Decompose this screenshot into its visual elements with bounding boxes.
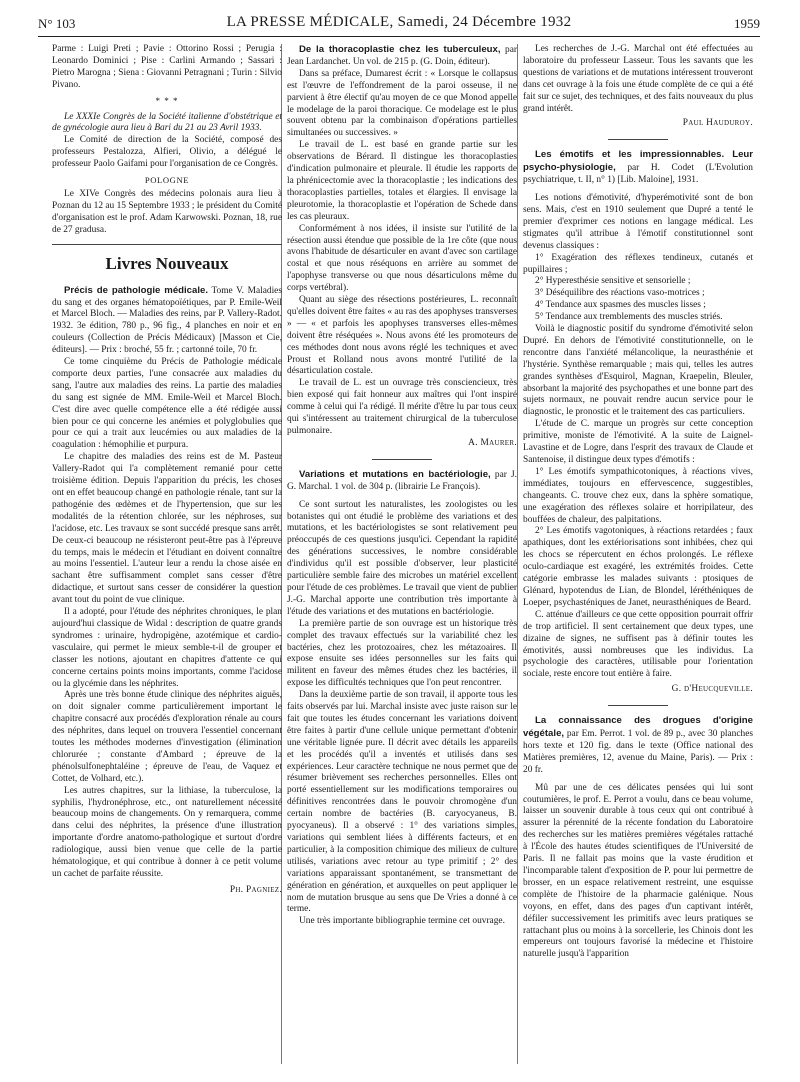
review-paragraph: La première partie de son ouvrage est un historique très complet des travaux effectués sur la variabilité chez les bactéries, chez les protozoaires, chez les métazoaires. Il expose ensuite ses idées personnelles sur les faits qui militent en faveur des mêmes études chez les bactéries, il expose les difficultés techniques que l'on peut rencontrer. [287, 618, 517, 689]
review-title: De la thoracoplastie chez les tuberculeux, [299, 44, 501, 55]
review-paragraph: Les recherches de J.-G. Marchal ont été effectuées au laboratoire du professeur Lasseur. Tous les savants que les questions de variations et de mutations intéressent trouveront dans cet ouvrage à la fois une étude complète de ce qui a été fait sur ce sujet, des techniques, et des faits nouveaux du plus grand intérêt. [523, 44, 753, 114]
news-paragraph: Parme : Luigi Preti ; Pavie : Ottorino Rossi ; Perugia : Leonardo Dominici ; Pise : Carlini Armando ; Sassari : Pietro Marogna ; Siena : Giovanni Petragnani ; Turin : Silvio Pivano. [52, 44, 282, 90]
list-item: 1° Exagération des réflexes tendineux, cutanés et pupillaires ; [523, 252, 753, 275]
review-paragraph: C. atténue d'ailleurs ce que cette opposition pourrait offrir de trop artificiel. Il sent certainement que deux types, une dizaine de signes, ne suffisent pas à définir toutes les émotivités, aussi nombreuses que les individus. La psychologie des caractères, utilisable pour l'orientation sociale, reste encore tout entière à faire. [523, 609, 753, 680]
section-divider [52, 244, 282, 245]
review-signature: G. d'Heucqueville. [671, 684, 753, 695]
page-header [38, 14, 760, 37]
review-biblio: Tome V. Maladies du sang et des organes hématopoïétiques, par P. Emile-Weil et Marcel Bloch. — Maladies des reins, par P. Vallery-Radot. 1932. 3e édition, 780 p., 96 fig., 4 planches en noir et en couleurs (Collection de Précis Médicaux) [Masson et Cie, éditeurs]. — Prix : broché, 55 fr. ; cartonné toile, 70 fr. [52, 285, 282, 356]
column-rule [517, 44, 518, 1064]
section-stars: * * * [155, 95, 179, 106]
news-paragraph: Le Comité de direction de la Société, composé des professeurs Pestalozza, Alfieri, Olivio, a délégué le professeur Paolo Gaifami pour l'organisation de ce Congrès. [52, 135, 282, 170]
review-divider [608, 705, 668, 706]
list-item: 3° Déséquilibre des réactions vaso-motrices ; [535, 288, 705, 299]
review-title: La connaissance des drogues d'origine végétale, [523, 715, 753, 740]
review-paragraph: 1° Les émotifs sympathicotoniques, à réactions vives, immédiates, toujours en effervescence, suggestibles, changeants. C. trouve chez eux, dans la sphère somatique, une exagération des réflexes solaire et horripilateur, des bouffées de chaleur, des palpitations. [523, 466, 753, 525]
news-paragraph: Le XIVe Congrès des médecins polonais aura lieu à Poznan du 12 au 15 Septembre 1933 ; le président du Comité d'organisation est le prof. Adam Karwowski. Poznan, 18, rue de 27 gradusa. [52, 188, 282, 235]
column-left [52, 44, 282, 897]
review-header [287, 44, 517, 69]
review-paragraph: Ce sont surtout les naturalistes, les zoologistes ou les botanistes qui ont étudié le problème des variations et des mutations, et les bactériologistes se sont relativement peu préoccupés de ces questions jusqu'ici. Cependant la rapidité des générations successives, le nombre considérable d'individus qu'il est possible d'observer, leur plasticité particulière semble faire des microbes un matériel excellent pour l'étude de ces problèmes. Le travail que vient de publier J.-G. Marchal apporte une contribution très importante à l'étude des variations et des mutations en bactériologie. [287, 499, 517, 617]
review-title: Précis de pathologie médicale. [64, 284, 209, 296]
review-title: Les émotifs et les impressionnables. Leur psycho-physiologie, [523, 149, 753, 174]
issue-number: N° 103 [38, 16, 76, 31]
review-paragraph: Dans sa préface, Dumarest écrit : « Lorsque le collapsus est l'œuvre de l'effondrement de la paroi osseuse, il ne parvient à être électif qu'au moyen de ce que Monod appelle le modelage de la paroi thoracique. Ce modelage est le plus souvent obtenu par la combinaison d'opérations partielles simultanées ou successives. » [287, 68, 517, 139]
review-paragraph: Le chapitre des maladies des reins est de M. Pasteur Vallery-Radot qui l'a complètement remanié pour cette troisième édition. Depuis l'apparition du précis, les choses ont en effet beaucoup changé en pathologie rénale, tant sur la pathogénie des œdèmes et de l'hypertension, que sur les modalités de la rétention chlorée, sur les néphroses, sur l'acidose, etc. Les travaux se sont succédé presque sans arrêt. De ceux-ci beaucoup ne résisteront peut-être pas à l'épreuve du temps, mais le médecin et l'étudiant en doivent connaître au moins l'essentiel. L'auteur leur a rendu la chose aisée en sachant être suffisamment complet sans cesser d'être didactique, et surtout sans cesser de considérer la question avant tout du point de vue clinique. [52, 452, 282, 606]
review-paragraph: Quant au siège des résections postérieures, L. reconnaît qu'elles doivent être faites « au ras des apophyses transverses » — « et parfois les apophyses transverses elles-mêmes doivent être réséquées ». Nous avons été les promoteurs de ces méthodes dont nous avons réglé les techniques et avec Proust et Rolland nous avons montré l'utilité de la désarticulation costale. [287, 295, 517, 377]
review-header [52, 285, 282, 357]
section-title: Livres Nouveaux [105, 253, 229, 273]
review-biblio: par J. G. Marchal. 1 vol. de 304 p. (librairie Le François). [287, 469, 517, 492]
review-paragraph: Ce tome cinquième du Précis de Pathologie médicale comporte deux parties, l'une consacrée aux maladies du sang, l'autre aux maladies des reins. La partie des maladies du sang est signée de MM. Emile-Weil et Marcel Bloch. C'est dire avec quelle compétence elle a été rédigée aussi bien pour ce qui concerne les anémies et polyglobulies que pour ce qui a trait aux leucémies ou aux maladies de la coagulation : hémophilie et purpura. [52, 357, 282, 451]
review-paragraph: Le travail de L. est basé en grande partie sur les observations de Bérard. Il distingue les thoracoplasties d'indication pulmonaire et pleurale. Il étudie les rapports de la phrénicectomie avec la thoracoplastie ; les indications des thoracoplasties partielles, totales et élargies. Il envisage la pleurotomie, la thoracoplastie et l'opération de Schede dans les cas pleuraux. [287, 140, 517, 222]
page-number: 1959 [734, 16, 760, 31]
review-divider [608, 139, 668, 140]
review-header [523, 715, 753, 777]
column-middle [287, 44, 517, 928]
review-biblio: par H. Codet (L'Evolution psychiatrique, t. II, n° 1) [Lib. Maloine], 1931. [523, 163, 753, 186]
review-paragraph: Il a adopté, pour l'étude des néphrites chroniques, le plan aujourd'hui classique de Widal : description de quatre grands syndromes : urinaire, hydropigène, azotémique et cardio-vasculaire, qui permet le mieux semble-t-il de grouper et classer les notions, ajoutant en chapitres d'attente ce qui concerne certains points moins importants, comme l'acidose ou la glycémie dans les néphrites. [52, 607, 282, 689]
list-item: 2° Hyperesthésie sensitive et sensorielle ; [535, 276, 691, 287]
review-divider [372, 459, 432, 460]
review-header [287, 469, 517, 494]
journal-title: LA PRESSE MÉDICALE, Samedi, 24 Décembre 1932 [226, 14, 572, 30]
review-paragraph: L'étude de C. marque un progrès sur cette conception primitive, moniste de l'émotivité. A la suite de Laignel-Lavastine et de Logre, dans l'esprit des travaux de Claude et Santenoise, il distingue deux types d'émotifs : [523, 419, 753, 465]
review-paragraph: Les notions d'émotivité, d'hyperémotivité sont de bon sens. Mais, c'est en 1910 seulement que Dupré a tenté le premier d'exprimer ces notions en langage médical. Les stigmates qu'il attribue à l'émotif constitutionnel sont devenus classiques : [523, 193, 753, 251]
review-biblio: par Jean Lardanchet. Un vol. de 215 p. (G. Doin, éditeur). [287, 45, 518, 67]
list-item: 5° Tendance aux tremblements des muscles striés. [535, 312, 723, 323]
review-signature: Paul Hauduroy. [682, 118, 753, 129]
review-paragraph: Le travail de L. est un ouvrage très consciencieux, très bien exposé qui fait honneur aux maîtres qui l'ont inspiré comme à celui qui l'a rédigé. Il mérite d'être lu par tous ceux qui s'intéressent au traitement chirurgical de la tuberculose pulmonaire. [287, 378, 517, 436]
column-right [523, 44, 753, 961]
review-paragraph: Après une très bonne étude clinique des néphrites aiguës, on doit signaler comme particulièrement important le chapitre consacré aux procédés d'exploration rénale au cours des néphrites, dans lequel on trouvera l'essentiel concernant toutes les méthodes modernes d'investigation (élimination chlorurée ; constante d'Ambard ; épreuve de la phénolsulfonephtaléine ; épreuve de l'eau, de Vaquez et Cottet, de Volhard, etc.). [52, 690, 282, 784]
review-title: Variations et mutations en bactériologie, [299, 468, 491, 480]
review-paragraph: Voilà le diagnostic positif du syndrome d'émotivité selon Dupré. En dehors de l'émotivité constitutionnelle, on le rencontre dans l'anxiété mélancolique, la neurasthénie et l'hystérie. Synthèse remarquable ; mais qui, telles les autres grandes synthèses d'Esquirol, Magnan, Kraepelin, Bleuler, absorbant la majorité des psychopathes et une bonne part des sujets normaux, ne pouvait rendre aucun service pour le diagnostic, le pronostic et le traitement des cas particuliers. [523, 324, 753, 418]
review-signature: Ph. Pagniez. [229, 884, 282, 895]
review-paragraph: Mû par une de ces délicates pensées qui lui sont coutumières, le prof. E. Perrot a voulu, dans ce beau volume, laisser un souvenir durable à tous ceux qui ont contribué à assurer la pérennité de la récente fondation du Laboratoire des recherches sur les matières premières végétales rattaché à l'École des hautes études scientifiques de l'Université de Paris. Il ne fallait pas moins que la vaste érudition et l'incomparable talent d'exposition de P. pour lui permettre de brosser, en un espace relativement restreint, une esquisse complète de l'histoire de la pharmacie galénique. Nous voyons, en effet, dans des pages d'un captivant intérêt, défiler successivement les primitifs avec leurs pratiques se rattachant plus ou moins à la sorcellerie, les Chinois dont les empereurs ont toujours favorisé la médecine et l'histoire naturelle jusqu'à l'apparition [523, 782, 753, 960]
review-paragraph: Conformément à nos idées, il insiste sur l'utilité de la résection aussi étendue que possible de la 1re côte (que nous avons l'habitude de désarticuler en avant d'avec son cartilage costal et que nous réséquons en arrière au sommet de l'apophyse transverse ou que nous désarticulons même du corps vertébral). [287, 223, 517, 294]
review-signature: A. Maurer. [468, 437, 517, 448]
review-paragraph: Une très importante bibliographie termine cet ouvrage. [299, 916, 505, 927]
review-paragraph: Les autres chapitres, sur la lithiase, la tuberculose, la syphilis, l'hydronéphrose, etc., ont naturellement nécessité beaucoup moins de changements. On y remarquera, comme dans celui des néphrites, la présence d'une illustration importante d'ordre anatomo-pathologique et surtout d'ordre radiologique, aussi bien venue que celle de la partie hématologique, et qui contribue à donner à ce petit volume un cachet de parfaite réussite. [52, 785, 282, 879]
list-item: 4° Tendance aux spasmes des muscles lisses ; [535, 300, 706, 311]
news-paragraph: Le XXXIe Congrès de la Société italienne d'obstétrique et de gynécologie aura lieu à Bari du 21 au 23 Avril 1933. [52, 111, 282, 134]
country-heading: POLOGNE [144, 175, 190, 186]
review-paragraph: Dans la deuxième partie de son travail, il apporte tous les faits observés par lui. Marchal insiste avec juste raison sur le fait que toutes les études concernant les variations doivent être faites à partir d'une cellule unique permettant d'obtenir une véritable lignée pure. Il décrit avec détails les appareils et les procédés qu'il a inventés et utilisés dans ses expériences. Leur caractère technique ne nous permet que de résumer brièvement ses recherches personnelles. Elles ont porté essentiellement sur les modifications temporaires ou définitives rencontrées dans le pouvoir chromogène d'un certain nombre de bactéries (B. caryocyaneus, B. pyocyaneus). Il a observé : 1° des variations simples, variations qui semblent liées à différents facteurs, et en particulier, à la composition chimique des milieux de culture utilisés, variations avec retour au type primitif ; 2° des variations apparaissant spontanément, se transmettant de génération en génération, et auxquelles on peut appliquer le nom de mutation brusque au sens que De Vries a donné à ce terme. [287, 690, 517, 915]
review-paragraph: 2° Les émotifs vagotoniques, à réactions retardées ; faux apathiques, dont les extériorisations sont inhibées, chez qui les chocs se répercutent en échos prolongés. Le réflexe oculo-cardiaque est exagéré, les extrémités froides. Cette catégorie embrasse les malades suivants : ptosiques de Glénard, hypotendus de Lian, de Blondel, léréthéniques de Loeper, psychasténiques de Janet, neurasthéniques de Beard. [523, 526, 753, 608]
review-biblio: par Em. Perrot. 1 vol. de 89 p., avec 30 planches hors texte et 120 fig. dans le texte (Office national des Matières premières, 12, avenue du Maine, Paris). — Prix : 20 fr. [523, 729, 753, 775]
review-header [523, 149, 753, 187]
